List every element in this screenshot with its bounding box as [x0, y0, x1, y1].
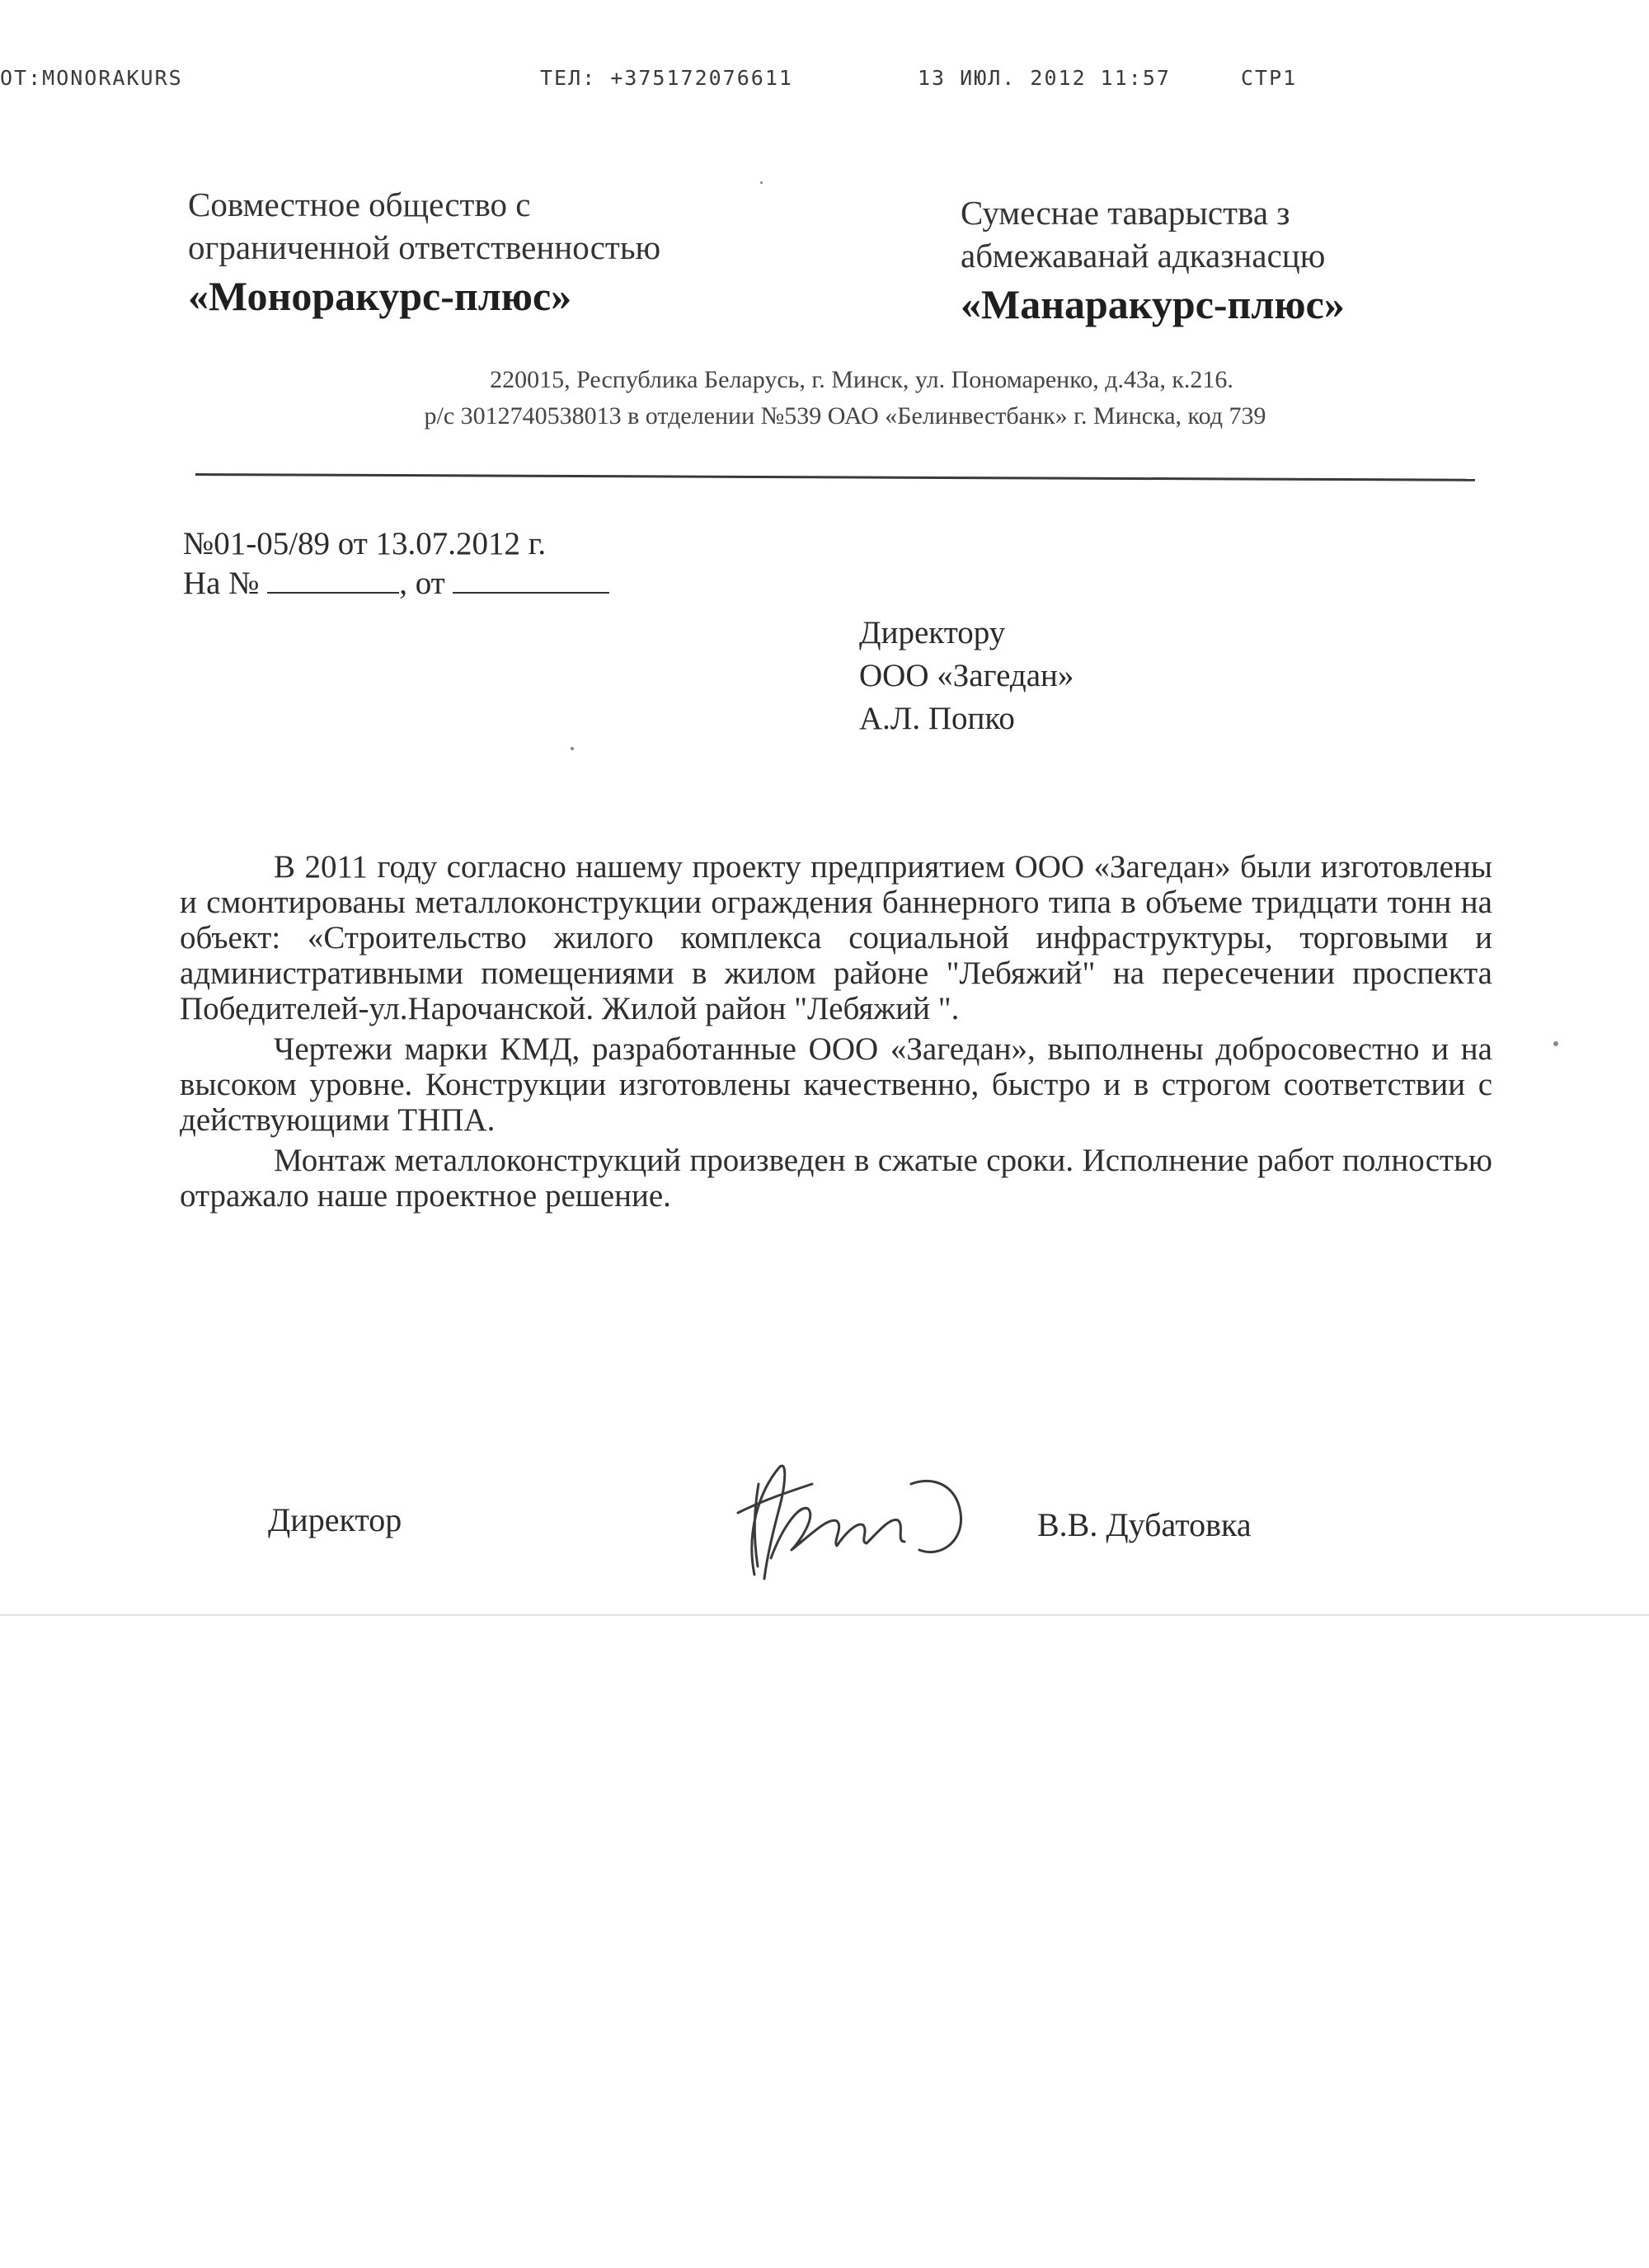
body-paragraph-1: В 2011 году согласно нашему проекту предприятием ООО «Загедан» были изготовлены и смонтированы металлоконструкции ограждения баннерного типа в объеме тридцати тонн на объект: «Строительство жилого комплекса социальной инфраструктуры, торговыми и административными помещениями в жилом районе "Лебяжий" на пересечении проспекта Победителей-ул.Нарочанской. Жилой район "Лебяжий ".: [180, 849, 1492, 1026]
org-name-by: «Манаракурс-плюс»: [961, 281, 1345, 327]
fax-page: СТР1: [1241, 66, 1298, 90]
reply-prefix: На №: [183, 566, 260, 601]
recipient-name: А.Л. Попко: [859, 701, 1015, 736]
letterhead-divider: [195, 473, 1475, 481]
recipient-company: ООО «Загедан»: [859, 658, 1074, 693]
fax-header: [0, 66, 1402, 99]
recipient-block: [859, 612, 1073, 740]
scan-edge-line: [0, 1614, 1649, 1616]
bank-details-line: р/с 3012740538013 в отделении №539 ОАО «Белинвестбанк» г. Минска, код 739: [424, 402, 1266, 430]
org-type-line1-by: Сумеснае таварыства з: [961, 194, 1290, 232]
reply-mid: , от: [399, 566, 445, 601]
letter-body: [180, 849, 1492, 1219]
org-name: «Моноракурс-плюс»: [188, 273, 572, 319]
letterhead-right: [961, 191, 1345, 331]
org-type-line2-by: абмежаванай адказнасцю: [961, 237, 1326, 275]
org-type-line1: Совместное общество с: [188, 185, 531, 223]
handwritten-signature: [721, 1435, 994, 1599]
fax-datetime: 13 ИЮЛ. 2012 11:57: [918, 66, 1171, 90]
signatory-role: Директор: [268, 1501, 402, 1538]
reply-date-blank: [453, 564, 609, 594]
scan-speck: [760, 181, 763, 184]
reply-number-blank: [267, 564, 399, 594]
outgoing-number: №01-05/89 от 13.07.2012 г.: [183, 526, 547, 561]
address-line: 220015, Республика Беларусь, г. Минск, ул. Пономаренко, д.43а, к.216.: [490, 366, 1233, 393]
signatory-name: В.В. Дубатовка: [1037, 1506, 1252, 1543]
body-paragraph-3: Монтаж металлоконструкций произведен в сжатые сроки. Исполнение работ полностью отражало наше проектное решение.: [180, 1143, 1492, 1214]
body-paragraph-2: Чертежи марки КМД, разработанные ООО «Загедан», выполнены добросовестно и на высоком уровне. Конструкции изготовлены качественно, быстро и в строгом соответствии с действующими ТНПА.: [180, 1031, 1492, 1138]
scan-speck: [571, 747, 574, 750]
fax-phone: ТЕЛ: +375172076611: [540, 66, 793, 90]
org-type-line2: ограниченной ответственностью: [188, 228, 661, 266]
reply-reference: [183, 564, 609, 603]
fax-sender: OT:MONORAKURS: [0, 66, 183, 90]
recipient-title: Директору: [859, 615, 1006, 650]
letterhead-left: [188, 183, 660, 323]
scan-speck: [1553, 1041, 1558, 1046]
